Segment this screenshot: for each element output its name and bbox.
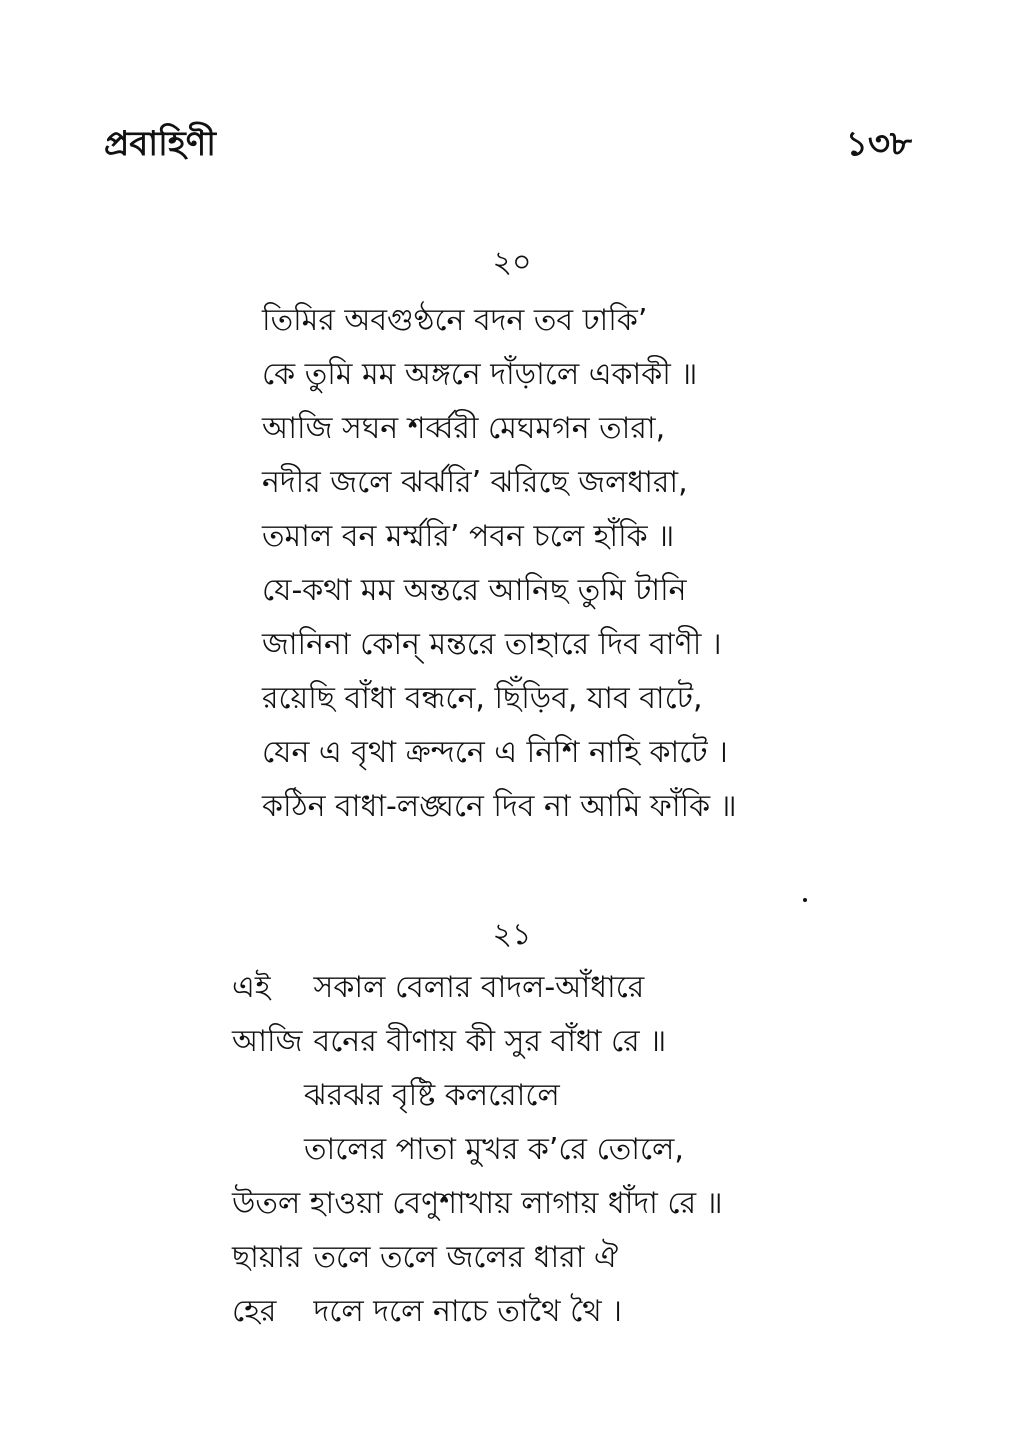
line-text: উতল হাওয়া বেণুশাখায় লাগায় ধাঁদা রে ॥: [232, 1186, 723, 1221]
poem-20: [262, 303, 822, 843]
poem-line: তমাল বন মর্ম্মরি’ পবন চলে হাঁকি ॥: [262, 519, 675, 554]
page-number: ১৩৮: [845, 124, 912, 164]
poem-line: [232, 1240, 618, 1276]
line-text: সকাল বেলার বাদল-আঁধারে: [313, 970, 645, 1005]
poem-line: [232, 1294, 622, 1330]
poem-line: কঠিন বাধা-লঙ্ঘনে দিব না আমি ফাঁকি ॥: [262, 789, 737, 824]
poem-line: কে তুমি মম অঙ্গনে দাঁড়ালে একাকী ॥: [262, 357, 698, 392]
poem-line: যে-কথা মম অন্তরে আনিছ তুমি টানি: [262, 573, 687, 608]
ink-speck: [803, 898, 807, 902]
poem-number: ২১: [492, 917, 532, 952]
poem-line: আজি সঘন শর্ব্বরী মেঘমগন তারা,: [262, 411, 666, 446]
line-lead-word: এই: [232, 970, 271, 1005]
poem-number: ২০: [492, 245, 532, 280]
poem-line: যেন এ বৃথা ক্রন্দনে এ নিশি নাহি কাটে ।: [262, 735, 728, 770]
poem-line: [232, 1186, 723, 1222]
line-text: বনের বীণায় কী সুর বাঁধা রে ॥: [313, 1024, 667, 1059]
running-header: [0, 118, 1024, 168]
line-text: দলে দলে নাচে তাথৈ থৈ ।: [313, 1294, 622, 1329]
book-title: প্রবাহিণী: [104, 124, 217, 164]
line-text: তালের পাতা মুখর ক’রে তোলে,: [304, 1132, 684, 1167]
poem-line: [232, 970, 644, 1006]
poem-line: তিমির অবগুণ্ঠনে বদন তব ঢাকি’: [262, 303, 648, 338]
line-lead-word: আজি: [232, 1024, 303, 1059]
line-lead-word: ছায়ার: [232, 1240, 302, 1275]
poem-line: [232, 1024, 666, 1060]
poem-line: রয়েছি বাঁধা বন্ধনে, ছিঁড়িব, যাব বাটে,: [262, 681, 703, 716]
line-lead-word: হের: [232, 1294, 277, 1329]
line-text: ঝরঝর বৃষ্টি কলরোলে: [304, 1078, 560, 1113]
poem-line: [304, 1132, 684, 1168]
poem-line: নদীর জলে ঝর্ঝরি’ ঝরিছে জলধারা,: [262, 465, 688, 500]
line-text: তলে তলে জলের ধারা ঐ: [313, 1240, 619, 1275]
poem-21: [232, 970, 812, 1350]
poem-line: [304, 1078, 560, 1114]
poem-line: জানিনা কোন্ মন্তরে তাহারে দিব বাণী ।: [262, 627, 722, 662]
